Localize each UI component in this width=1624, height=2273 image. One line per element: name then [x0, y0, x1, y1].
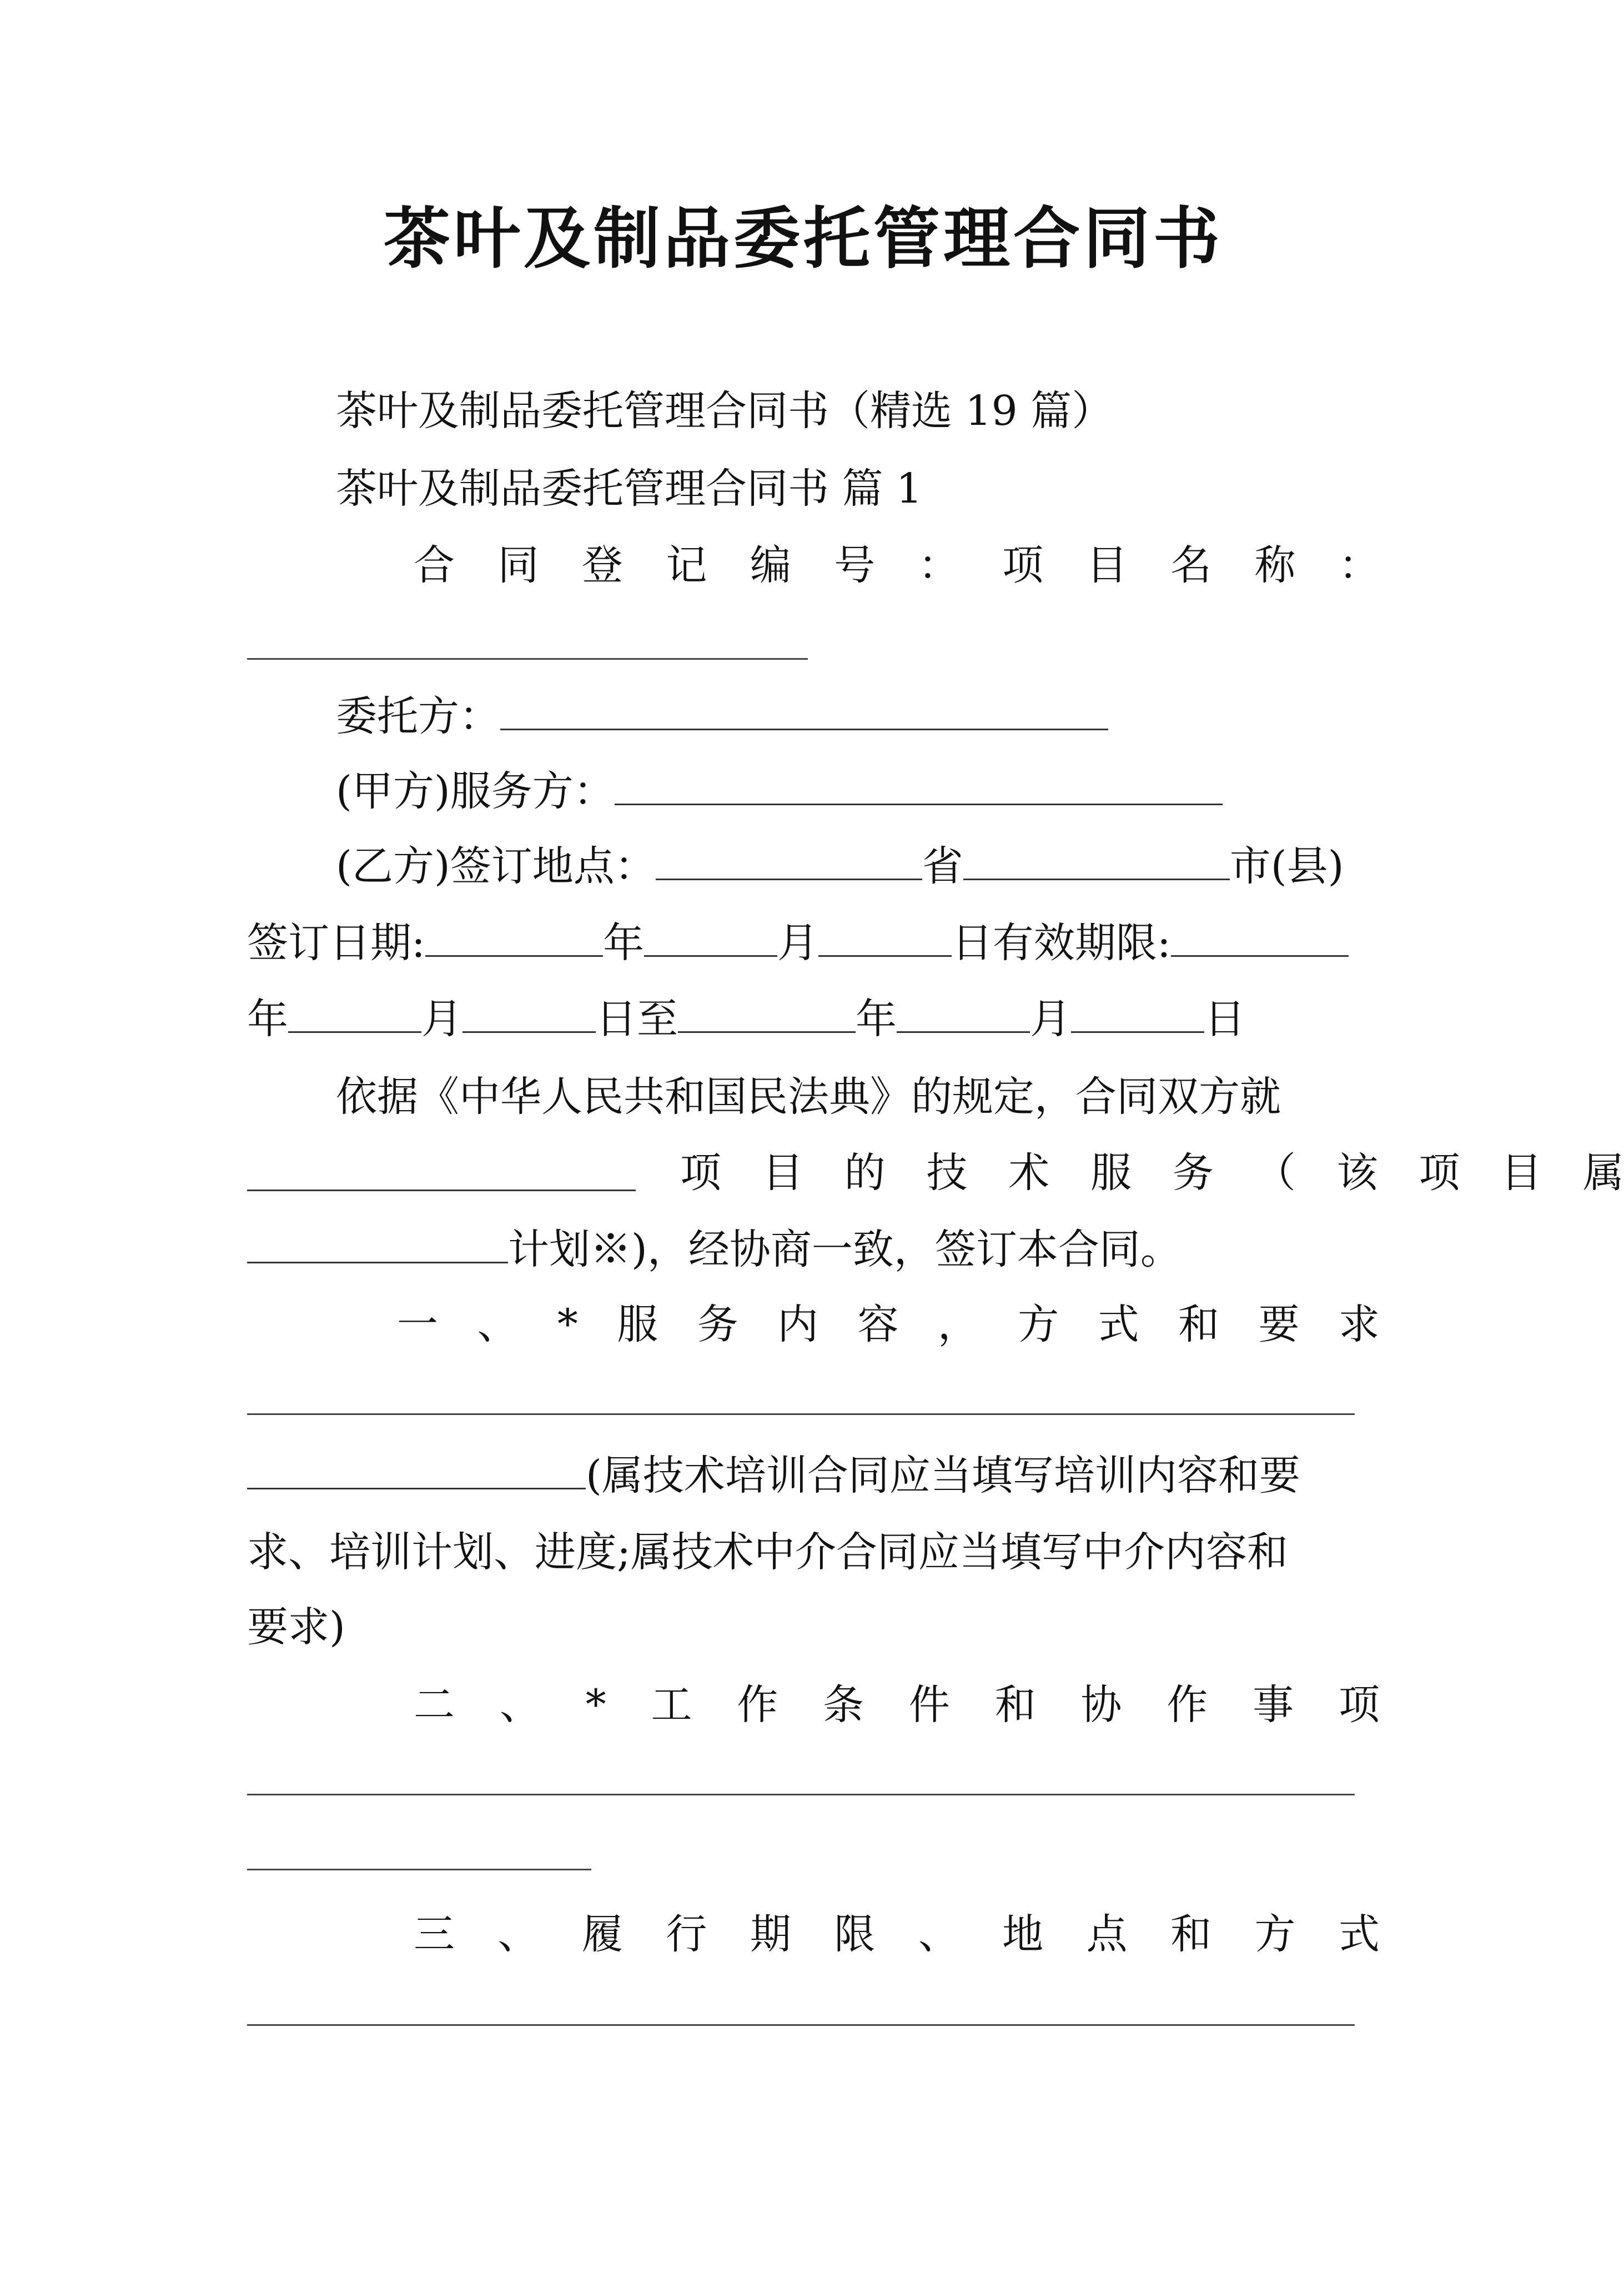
char: 登 — [581, 541, 623, 589]
char: 限 — [834, 1910, 876, 1958]
char: 目 — [1501, 1149, 1542, 1197]
char: 和 — [994, 1681, 1036, 1729]
section-2-heading — [414, 1677, 1380, 1733]
province-label: 省 — [922, 842, 963, 890]
party-a-blank — [615, 764, 1223, 805]
client-label: 委托方： — [336, 693, 500, 740]
char: 、 — [499, 1681, 541, 1729]
valid-year-blank — [1171, 915, 1349, 957]
client-line — [247, 689, 1469, 744]
section-2-blank — [247, 1794, 1355, 1795]
char: 同 — [497, 541, 539, 589]
day-to-label: 日至 — [596, 995, 678, 1043]
party-a-line — [247, 764, 1469, 819]
char: 、 — [918, 1910, 959, 1958]
char: 和 — [1170, 1910, 1212, 1958]
char: 属 — [1582, 1149, 1624, 1197]
validity-line — [247, 991, 1380, 1047]
char: 方 — [1254, 1910, 1296, 1958]
char: 内 — [777, 1301, 819, 1348]
char: 的 — [844, 1149, 886, 1197]
year-blank — [425, 915, 603, 957]
char: 目 — [762, 1149, 803, 1197]
char: ： — [918, 541, 959, 589]
document-title: 茶叶及制品委托管理合同书 — [384, 199, 1223, 278]
section-1-blank — [247, 1413, 1355, 1415]
char: 务 — [697, 1301, 738, 1348]
sign-date-line — [247, 915, 1380, 971]
char: 条 — [823, 1681, 864, 1729]
basis-line-2-text — [680, 1145, 1624, 1201]
char: 技 — [926, 1149, 968, 1197]
char: 式 — [1338, 1910, 1380, 1958]
char: * — [557, 1301, 578, 1348]
end-month-blank — [897, 991, 1030, 1033]
char: 项 — [1338, 1681, 1380, 1729]
char: 作 — [1167, 1681, 1208, 1729]
char: 号 — [834, 541, 876, 589]
client-blank — [500, 689, 1108, 730]
char: 和 — [1178, 1301, 1220, 1348]
basis-line-3 — [247, 1222, 1380, 1277]
section-1-note-2: 求、培训计划、进度;属技术中介合同应当填写中介内容和 — [247, 1528, 1288, 1576]
char: 、 — [477, 1301, 519, 1348]
year-label: 年 — [856, 995, 897, 1043]
char: 件 — [908, 1681, 950, 1729]
char: 事 — [1253, 1681, 1294, 1729]
char: 三 — [414, 1910, 455, 1958]
end-year-blank — [678, 991, 856, 1033]
char: 名 — [1170, 541, 1212, 589]
year-label: 年 — [247, 995, 288, 1043]
char: 一 — [397, 1301, 438, 1348]
section-1-heading — [397, 1297, 1380, 1352]
basis-line-1: 依据《中华人民共和国民法典》的规定，合同双方就 — [336, 1073, 1281, 1121]
char: 点 — [1086, 1910, 1128, 1958]
char: 方 — [1018, 1301, 1059, 1348]
sign-date-label: 签订日期: — [247, 919, 425, 967]
valid-label: 日有效期限: — [951, 919, 1171, 967]
section-1-note-1 — [247, 1448, 1380, 1503]
party-a-label: (甲方)服务方： — [336, 767, 615, 815]
char: 地 — [1002, 1910, 1044, 1958]
month-label: 月 — [421, 995, 462, 1043]
char: 式 — [1098, 1301, 1139, 1348]
month-label: 月 — [1030, 995, 1071, 1043]
char: 履 — [581, 1910, 623, 1958]
party-b-label: (乙方)签订地点： — [336, 842, 656, 890]
section-1-note-1-text: (属技术培训合同应当填写培训内容和要 — [586, 1452, 1300, 1499]
char: 项 — [680, 1149, 721, 1197]
char: ， — [937, 1301, 979, 1348]
section-heading: 茶叶及制品委托管理合同书 篇 1 — [336, 465, 923, 513]
char: 协 — [1080, 1681, 1122, 1729]
month-blank — [288, 991, 421, 1033]
section-1-note-3: 要求) — [247, 1603, 345, 1651]
party-b-line — [247, 839, 1469, 894]
char: 务 — [1172, 1149, 1214, 1197]
char: 期 — [750, 1910, 791, 1958]
char: 工 — [651, 1681, 692, 1729]
city-label: 市(县) — [1229, 842, 1344, 890]
char: ： — [1338, 541, 1380, 589]
subtitle: 茶叶及制品委托管理合同书（精选 19 篇） — [336, 387, 1113, 435]
project-blank — [247, 1150, 636, 1191]
char: 项 — [1002, 541, 1044, 589]
section-1-content-blank — [247, 1448, 586, 1489]
char: 、 — [497, 1910, 539, 1958]
char: * — [585, 1681, 606, 1729]
char: 行 — [666, 1910, 707, 1958]
char: 作 — [737, 1681, 778, 1729]
char: 编 — [750, 541, 791, 589]
end-day-blank — [1071, 991, 1204, 1033]
char: （ — [1254, 1149, 1296, 1197]
plan-blank — [247, 1222, 508, 1263]
day-blank — [462, 991, 596, 1033]
year-label: 年 — [602, 919, 644, 967]
char: 目 — [1086, 541, 1128, 589]
char: 该 — [1336, 1149, 1378, 1197]
section-3-heading — [414, 1906, 1380, 1962]
char: 术 — [1008, 1149, 1050, 1197]
month-blank — [644, 915, 777, 957]
char: 服 — [617, 1301, 658, 1348]
char: 项 — [1419, 1149, 1460, 1197]
basis-line-3-text: 计划※)，经协商一致，签订本合同。 — [508, 1226, 1181, 1273]
province-blank — [656, 839, 922, 880]
char: 二 — [414, 1681, 455, 1729]
registration-blank — [247, 658, 808, 660]
char: 称 — [1254, 541, 1296, 589]
city-blank — [963, 839, 1230, 880]
day-blank — [818, 915, 952, 957]
char: 容 — [857, 1301, 899, 1348]
char: 合 — [414, 541, 455, 589]
char: 要 — [1258, 1301, 1300, 1348]
registration-line — [414, 538, 1380, 593]
month-label: 月 — [777, 919, 818, 967]
section-3-blank — [247, 2024, 1355, 2026]
char: 求 — [1338, 1301, 1380, 1348]
char: 服 — [1090, 1149, 1132, 1197]
section-2-blank-2 — [247, 1869, 591, 1870]
char: 记 — [666, 541, 707, 589]
day-label: 日 — [1204, 995, 1245, 1043]
